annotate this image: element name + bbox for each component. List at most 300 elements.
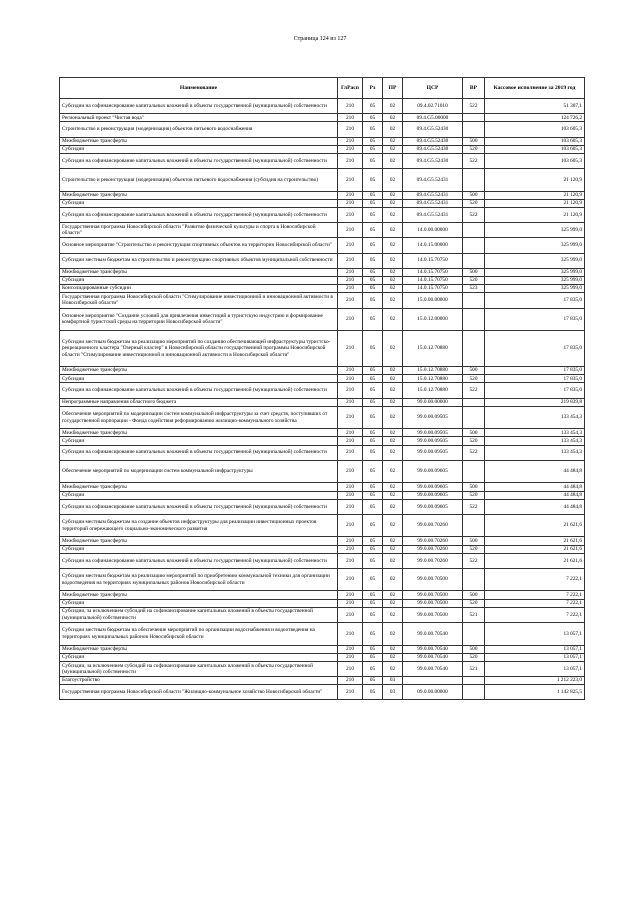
cell-vr: 520	[463, 145, 485, 153]
cell-name: Субсидии местным бюджетам на обеспечение мероприятий по организации водоснабжения и водоотведения на территориях муниципальных районов Новосибирской области	[60, 623, 338, 646]
cell-vr	[463, 677, 485, 685]
cell-amount: 13 057,1	[485, 623, 585, 646]
cell-amount: 103 605,3	[485, 145, 585, 153]
cell-csr: 99.0.00.70500	[403, 607, 463, 622]
cell-grp: 210	[338, 99, 363, 114]
cell-csr: 09.4.G5.52431	[403, 191, 463, 199]
cell-vr	[463, 238, 485, 253]
table-row	[60, 383, 585, 398]
table-row	[60, 268, 585, 276]
cell-amount: 21 120,9	[485, 199, 585, 207]
cell-amount: 325 999,0	[485, 285, 585, 293]
cell-rz: 05	[363, 568, 383, 591]
page-header: Страница 124 из 127	[293, 36, 347, 42]
table-row	[60, 398, 585, 406]
table-row	[60, 545, 585, 553]
cell-pr: 02	[383, 568, 403, 591]
cell-amount: 7 222,1	[485, 591, 585, 599]
table-row	[60, 483, 585, 491]
cell-grp: 210	[338, 383, 363, 398]
table-row	[60, 460, 585, 483]
cell-vr: 520	[463, 599, 485, 607]
cell-name: Межбюджетные трансферты	[60, 645, 338, 653]
cell-vr	[463, 122, 485, 137]
table-row	[60, 429, 585, 437]
cell-vr: 522	[463, 208, 485, 223]
cell-amount: 133 454,3	[485, 429, 585, 437]
cell-csr: 14.0.00.00000	[403, 223, 463, 238]
cell-rz: 05	[363, 268, 383, 276]
table-row	[60, 591, 585, 599]
cell-pr: 02	[383, 114, 403, 122]
cell-name: Непрограммные направления областного бюджета	[60, 398, 338, 406]
cell-grp: 210	[338, 591, 363, 599]
table-row	[60, 607, 585, 622]
header-pr: ПР	[383, 78, 403, 99]
cell-amount: 133 454,3	[485, 445, 585, 460]
cell-rz: 05	[363, 367, 383, 375]
cell-rz: 05	[363, 383, 383, 398]
cell-amount: 21 120,9	[485, 208, 585, 223]
cell-amount: 21 621,6	[485, 545, 585, 553]
cell-csr: 99.0.00.70260	[403, 545, 463, 553]
cell-name: Субсидии, за исключением субсидий на софинансирование капитальных вложений в объекты государственной (муниципальной) собственности	[60, 661, 338, 676]
cell-pr: 02	[383, 545, 403, 553]
cell-grp: 210	[338, 276, 363, 284]
cell-vr: 500	[463, 191, 485, 199]
cell-amount: 44 484,8	[485, 499, 585, 514]
cell-rz: 05	[363, 375, 383, 383]
cell-pr: 02	[383, 137, 403, 145]
cell-pr: 02	[383, 499, 403, 514]
cell-pr: 02	[383, 308, 403, 331]
cell-grp: 210	[338, 398, 363, 406]
cell-vr: 500	[463, 137, 485, 145]
cell-rz: 05	[363, 429, 383, 437]
cell-pr: 02	[383, 514, 403, 537]
table-row	[60, 623, 585, 646]
cell-name: Обеспечение мероприятий по модернизации систем коммунальной инфраструктуры за счет средств, поступивших от государственной корпорации - Фонда содействия реформированию жилищно-коммунального хозяйства	[60, 406, 338, 429]
cell-grp: 210	[338, 653, 363, 661]
header-grp: ГлРасп	[338, 78, 363, 99]
table-row	[60, 568, 585, 591]
cell-name: Субсидии	[60, 491, 338, 499]
cell-pr: 02	[383, 483, 403, 491]
cell-vr	[463, 223, 485, 238]
cell-rz: 05	[363, 445, 383, 460]
table-row	[60, 677, 585, 685]
cell-vr	[463, 623, 485, 646]
cell-csr: 99.0.00.09505	[403, 429, 463, 437]
cell-name: Обеспечение мероприятий по модернизации систем коммунальной инфраструктуры	[60, 460, 338, 483]
cell-grp: 210	[338, 145, 363, 153]
table-row	[60, 145, 585, 153]
cell-amount: 219 839,8	[485, 398, 585, 406]
cell-amount: 21 621,6	[485, 514, 585, 537]
cell-vr: 522	[463, 553, 485, 568]
cell-name: Субсидии	[60, 276, 338, 284]
cell-rz: 05	[363, 653, 383, 661]
cell-rz: 05	[363, 483, 383, 491]
cell-grp: 210	[338, 460, 363, 483]
cell-csr: 09.4.G5.52430	[403, 137, 463, 145]
cell-name: Субсидии	[60, 653, 338, 661]
cell-grp: 210	[338, 285, 363, 293]
cell-pr: 02	[383, 199, 403, 207]
cell-pr: 02	[383, 406, 403, 429]
cell-grp: 210	[338, 429, 363, 437]
cell-csr: 99.0.00.70260	[403, 537, 463, 545]
cell-pr: 02	[383, 429, 403, 437]
cell-vr: 500	[463, 268, 485, 276]
cell-amount: 133 454,3	[485, 406, 585, 429]
cell-name: Субсидии местным бюджетам на реализацию мероприятий по приобретению коммунальной техники для организации водоотведения на территориях муниципальных районов Новосибирской области	[60, 568, 338, 591]
cell-vr: 500	[463, 645, 485, 653]
cell-grp: 210	[338, 253, 363, 268]
cell-grp: 210	[338, 308, 363, 331]
cell-amount: 124 726,2	[485, 114, 585, 122]
table-row	[60, 375, 585, 383]
cell-grp: 210	[338, 122, 363, 137]
cell-vr: 500	[463, 537, 485, 545]
table-row	[60, 331, 585, 367]
cell-csr: 99.0.00.09605	[403, 460, 463, 483]
cell-amount: 103 605,3	[485, 137, 585, 145]
cell-amount: 17 835,0	[485, 375, 585, 383]
cell-csr: 99.0.00.00000	[403, 398, 463, 406]
cell-csr: 09.4.02.71010	[403, 99, 463, 114]
cell-name: Субсидии	[60, 199, 338, 207]
table-row	[60, 199, 585, 207]
cell-amount: 325 999,0	[485, 238, 585, 253]
cell-grp: 210	[338, 153, 363, 168]
cell-csr: 15.0.12.70880	[403, 331, 463, 367]
cell-rz: 05	[363, 685, 383, 700]
cell-pr: 02	[383, 99, 403, 114]
cell-name: Межбюджетные трансферты	[60, 137, 338, 145]
cell-amount: 133 454,3	[485, 437, 585, 445]
cell-pr: 02	[383, 398, 403, 406]
cell-grp: 210	[338, 599, 363, 607]
cell-name: Региональный проект "Чистая вода"	[60, 114, 338, 122]
cell-name: Субсидии	[60, 545, 338, 553]
cell-name: Субсидии на софинансирование капитальных вложений в объекты государственной (муниципальной) собственности	[60, 208, 338, 223]
cell-name: Субсидии, за исключением субсидий на софинансирование капитальных вложений в объекты государственной (муниципальной) собственности	[60, 607, 338, 622]
cell-vr: 500	[463, 483, 485, 491]
cell-grp: 210	[338, 491, 363, 499]
cell-rz: 05	[363, 253, 383, 268]
cell-rz: 05	[363, 223, 383, 238]
cell-csr: 15.0.00.00000	[403, 293, 463, 308]
cell-rz: 05	[363, 145, 383, 153]
cell-csr: 99.0.00.09505	[403, 445, 463, 460]
cell-name: Межбюджетные трансферты	[60, 268, 338, 276]
cell-grp: 210	[338, 514, 363, 537]
cell-amount: 44 484,8	[485, 491, 585, 499]
cell-vr: 520	[463, 653, 485, 661]
cell-grp: 210	[338, 645, 363, 653]
table-row	[60, 276, 585, 284]
cell-pr: 02	[383, 169, 403, 192]
table-row	[60, 153, 585, 168]
cell-pr: 02	[383, 383, 403, 398]
cell-pr: 02	[383, 285, 403, 293]
cell-vr: 520	[463, 437, 485, 445]
cell-pr: 02	[383, 553, 403, 568]
cell-pr: 02	[383, 591, 403, 599]
table-row	[60, 99, 585, 114]
cell-rz: 05	[363, 545, 383, 553]
cell-csr: 14.0.15.70750	[403, 285, 463, 293]
table-row	[60, 685, 585, 700]
cell-name: Межбюджетные трансферты	[60, 367, 338, 375]
cell-grp: 210	[338, 661, 363, 676]
cell-pr: 02	[383, 208, 403, 223]
cell-csr	[403, 677, 463, 685]
cell-pr: 02	[383, 238, 403, 253]
cell-vr: 523	[463, 285, 485, 293]
cell-vr: 500	[463, 591, 485, 599]
cell-vr: 522	[463, 445, 485, 460]
table-row	[60, 437, 585, 445]
table-row	[60, 599, 585, 607]
table-row	[60, 406, 585, 429]
cell-vr	[463, 308, 485, 331]
cell-csr: 99.0.00.70500	[403, 591, 463, 599]
cell-rz: 05	[363, 553, 383, 568]
cell-amount: 13 057,1	[485, 661, 585, 676]
cell-csr: 99.0.00.70500	[403, 568, 463, 591]
cell-csr: 09.4.G5.52430	[403, 122, 463, 137]
cell-name: Субсидии местным бюджетам на создание объектов инфраструктуры для реализации инвестиционных проектов территорий опережающего социально-экономического развития	[60, 514, 338, 537]
table-row	[60, 553, 585, 568]
cell-amount: 325 999,0	[485, 223, 585, 238]
cell-vr	[463, 169, 485, 192]
cell-pr: 02	[383, 293, 403, 308]
table-row	[60, 308, 585, 331]
cell-grp: 210	[338, 677, 363, 685]
cell-vr	[463, 406, 485, 429]
cell-grp: 210	[338, 437, 363, 445]
cell-name: Благоустройство	[60, 677, 338, 685]
table-row	[60, 661, 585, 676]
cell-csr: 99.0.00.70500	[403, 599, 463, 607]
table-row	[60, 122, 585, 137]
cell-name: Межбюджетные трансферты	[60, 191, 338, 199]
cell-grp: 210	[338, 553, 363, 568]
cell-amount: 17 835,0	[485, 331, 585, 367]
cell-csr: 14.0.15.70750	[403, 253, 463, 268]
cell-csr: 15.0.12.70880	[403, 383, 463, 398]
cell-grp: 210	[338, 375, 363, 383]
cell-vr: 520	[463, 276, 485, 284]
cell-name: Межбюджетные трансферты	[60, 483, 338, 491]
cell-pr: 02	[383, 367, 403, 375]
cell-vr: 520	[463, 375, 485, 383]
cell-csr: 15.0.12.00000	[403, 308, 463, 331]
cell-amount: 7 222,1	[485, 568, 585, 591]
table-row	[60, 285, 585, 293]
header-rz: Рз	[363, 78, 383, 99]
cell-pr: 02	[383, 253, 403, 268]
cell-grp: 210	[338, 499, 363, 514]
cell-rz: 05	[363, 208, 383, 223]
table-row	[60, 223, 585, 238]
cell-csr: 09.4.G5.52431	[403, 169, 463, 192]
cell-name: Межбюджетные трансферты	[60, 429, 338, 437]
cell-rz: 05	[363, 661, 383, 676]
cell-pr: 02	[383, 331, 403, 367]
cell-amount: 103 605,3	[485, 122, 585, 137]
cell-grp: 210	[338, 406, 363, 429]
cell-vr: 500	[463, 367, 485, 375]
table-row	[60, 367, 585, 375]
table-row	[60, 253, 585, 268]
cell-rz: 05	[363, 677, 383, 685]
table-row	[60, 645, 585, 653]
table-row	[60, 293, 585, 308]
table-row	[60, 653, 585, 661]
cell-csr: 09.0.00.00000	[403, 685, 463, 700]
cell-pr: 02	[383, 607, 403, 622]
cell-pr: 02	[383, 122, 403, 137]
cell-rz: 05	[363, 331, 383, 367]
table-row	[60, 537, 585, 545]
cell-csr: 99.0.00.70540	[403, 653, 463, 661]
cell-csr: 09.4.G5.52431	[403, 199, 463, 207]
cell-vr: 521	[463, 661, 485, 676]
cell-vr	[463, 568, 485, 591]
cell-name: Строительство и реконструкция (модернизация) объектов питьевого водоснабжения (субсидия на строительство)	[60, 169, 338, 192]
cell-vr	[463, 398, 485, 406]
table-row	[60, 114, 585, 122]
cell-vr: 520	[463, 545, 485, 553]
cell-rz: 05	[363, 537, 383, 545]
cell-csr: 14.0.15.70750	[403, 268, 463, 276]
cell-rz: 05	[363, 499, 383, 514]
cell-vr: 522	[463, 383, 485, 398]
cell-grp: 210	[338, 568, 363, 591]
cell-rz: 05	[363, 406, 383, 429]
cell-vr: 521	[463, 607, 485, 622]
cell-grp: 210	[338, 137, 363, 145]
cell-rz: 05	[363, 191, 383, 199]
cell-name: Субсидии местным бюджетам на реализацию мероприятий по созданию обеспечивающей инфраструктуры туристско-рекреационного кластера "Озерный кластер" в Новосибирской области государственной программы Новосибирской области "Стимулирование инвестиционной и инновационной активности в Новосибирской области"	[60, 331, 338, 367]
cell-pr: 02	[383, 599, 403, 607]
cell-amount: 44 484,8	[485, 460, 585, 483]
cell-name: Субсидии на софинансирование капитальных вложений в объекты государственной (муниципальной) собственности	[60, 383, 338, 398]
cell-grp: 210	[338, 607, 363, 622]
cell-rz: 05	[363, 645, 383, 653]
cell-rz: 05	[363, 276, 383, 284]
table-row	[60, 499, 585, 514]
cell-amount: 21 621,6	[485, 553, 585, 568]
cell-name: Межбюджетные трансферты	[60, 537, 338, 545]
cell-csr: 99.0.00.70540	[403, 623, 463, 646]
table-body	[60, 99, 585, 700]
cell-rz: 05	[363, 169, 383, 192]
cell-pr: 03	[383, 677, 403, 685]
cell-csr: 99.0.00.70260	[403, 514, 463, 537]
cell-amount: 325 999,0	[485, 276, 585, 284]
cell-csr: 99.0.00.09505	[403, 406, 463, 429]
cell-rz: 05	[363, 514, 383, 537]
cell-name: Субсидии	[60, 437, 338, 445]
cell-csr: 14.0.15.00000	[403, 238, 463, 253]
cell-pr: 02	[383, 223, 403, 238]
cell-amount: 51 307,1	[485, 99, 585, 114]
cell-pr: 03	[383, 685, 403, 700]
cell-pr: 02	[383, 191, 403, 199]
cell-pr: 02	[383, 645, 403, 653]
cell-name: Субсидии	[60, 145, 338, 153]
cell-grp: 210	[338, 114, 363, 122]
cell-grp: 210	[338, 331, 363, 367]
header-name: Наименование	[60, 78, 338, 99]
cell-pr: 02	[383, 145, 403, 153]
cell-rz: 05	[363, 122, 383, 137]
cell-grp: 210	[338, 445, 363, 460]
cell-rz: 05	[363, 114, 383, 122]
table-row	[60, 208, 585, 223]
cell-vr: 520	[463, 199, 485, 207]
cell-name: Консолидированные субсидии	[60, 285, 338, 293]
cell-grp: 210	[338, 483, 363, 491]
cell-pr: 02	[383, 460, 403, 483]
cell-pr: 02	[383, 445, 403, 460]
cell-grp: 210	[338, 623, 363, 646]
header-vr: ВР	[463, 78, 485, 99]
cell-pr: 02	[383, 491, 403, 499]
cell-rz: 05	[363, 199, 383, 207]
table-row	[60, 514, 585, 537]
cell-amount: 44 484,8	[485, 483, 585, 491]
cell-name: Субсидии на софинансирование капитальных вложений в объекты государственной (муниципальной) собственности	[60, 499, 338, 514]
cell-amount: 1 142 825,5	[485, 685, 585, 700]
cell-csr: 99.0.00.70260	[403, 553, 463, 568]
cell-pr: 02	[383, 537, 403, 545]
cell-grp: 210	[338, 545, 363, 553]
cell-pr: 02	[383, 375, 403, 383]
cell-vr: 500	[463, 429, 485, 437]
cell-grp: 210	[338, 238, 363, 253]
cell-name: Государственная программа Новосибирской области "Стимулирование инвестиционной и инновационной активности в Новосибирской области"	[60, 293, 338, 308]
cell-pr: 02	[383, 268, 403, 276]
cell-rz: 05	[363, 137, 383, 145]
table-row	[60, 491, 585, 499]
cell-amount: 1 212 223,0	[485, 677, 585, 685]
cell-pr: 02	[383, 661, 403, 676]
cell-amount: 13 057,1	[485, 653, 585, 661]
cell-amount: 103 605,3	[485, 153, 585, 168]
cell-rz: 05	[363, 285, 383, 293]
cell-rz: 05	[363, 607, 383, 622]
cell-amount: 325 999,0	[485, 268, 585, 276]
cell-vr	[463, 460, 485, 483]
cell-csr: 99.0.00.09605	[403, 499, 463, 514]
cell-name: Основное мероприятие "Создание условий для привлечения инвестиций в туристскую индустрию и формирование комфортной туристской среды на территории Новосибирской области"	[60, 308, 338, 331]
cell-vr	[463, 331, 485, 367]
cell-rz: 05	[363, 238, 383, 253]
cell-pr: 02	[383, 653, 403, 661]
cell-pr: 02	[383, 623, 403, 646]
table-header-row	[60, 78, 585, 99]
cell-amount: 21 120,9	[485, 169, 585, 192]
cell-amount: 17 835,0	[485, 383, 585, 398]
cell-vr	[463, 293, 485, 308]
cell-csr: 99.0.00.09605	[403, 483, 463, 491]
budget-table	[59, 77, 585, 700]
